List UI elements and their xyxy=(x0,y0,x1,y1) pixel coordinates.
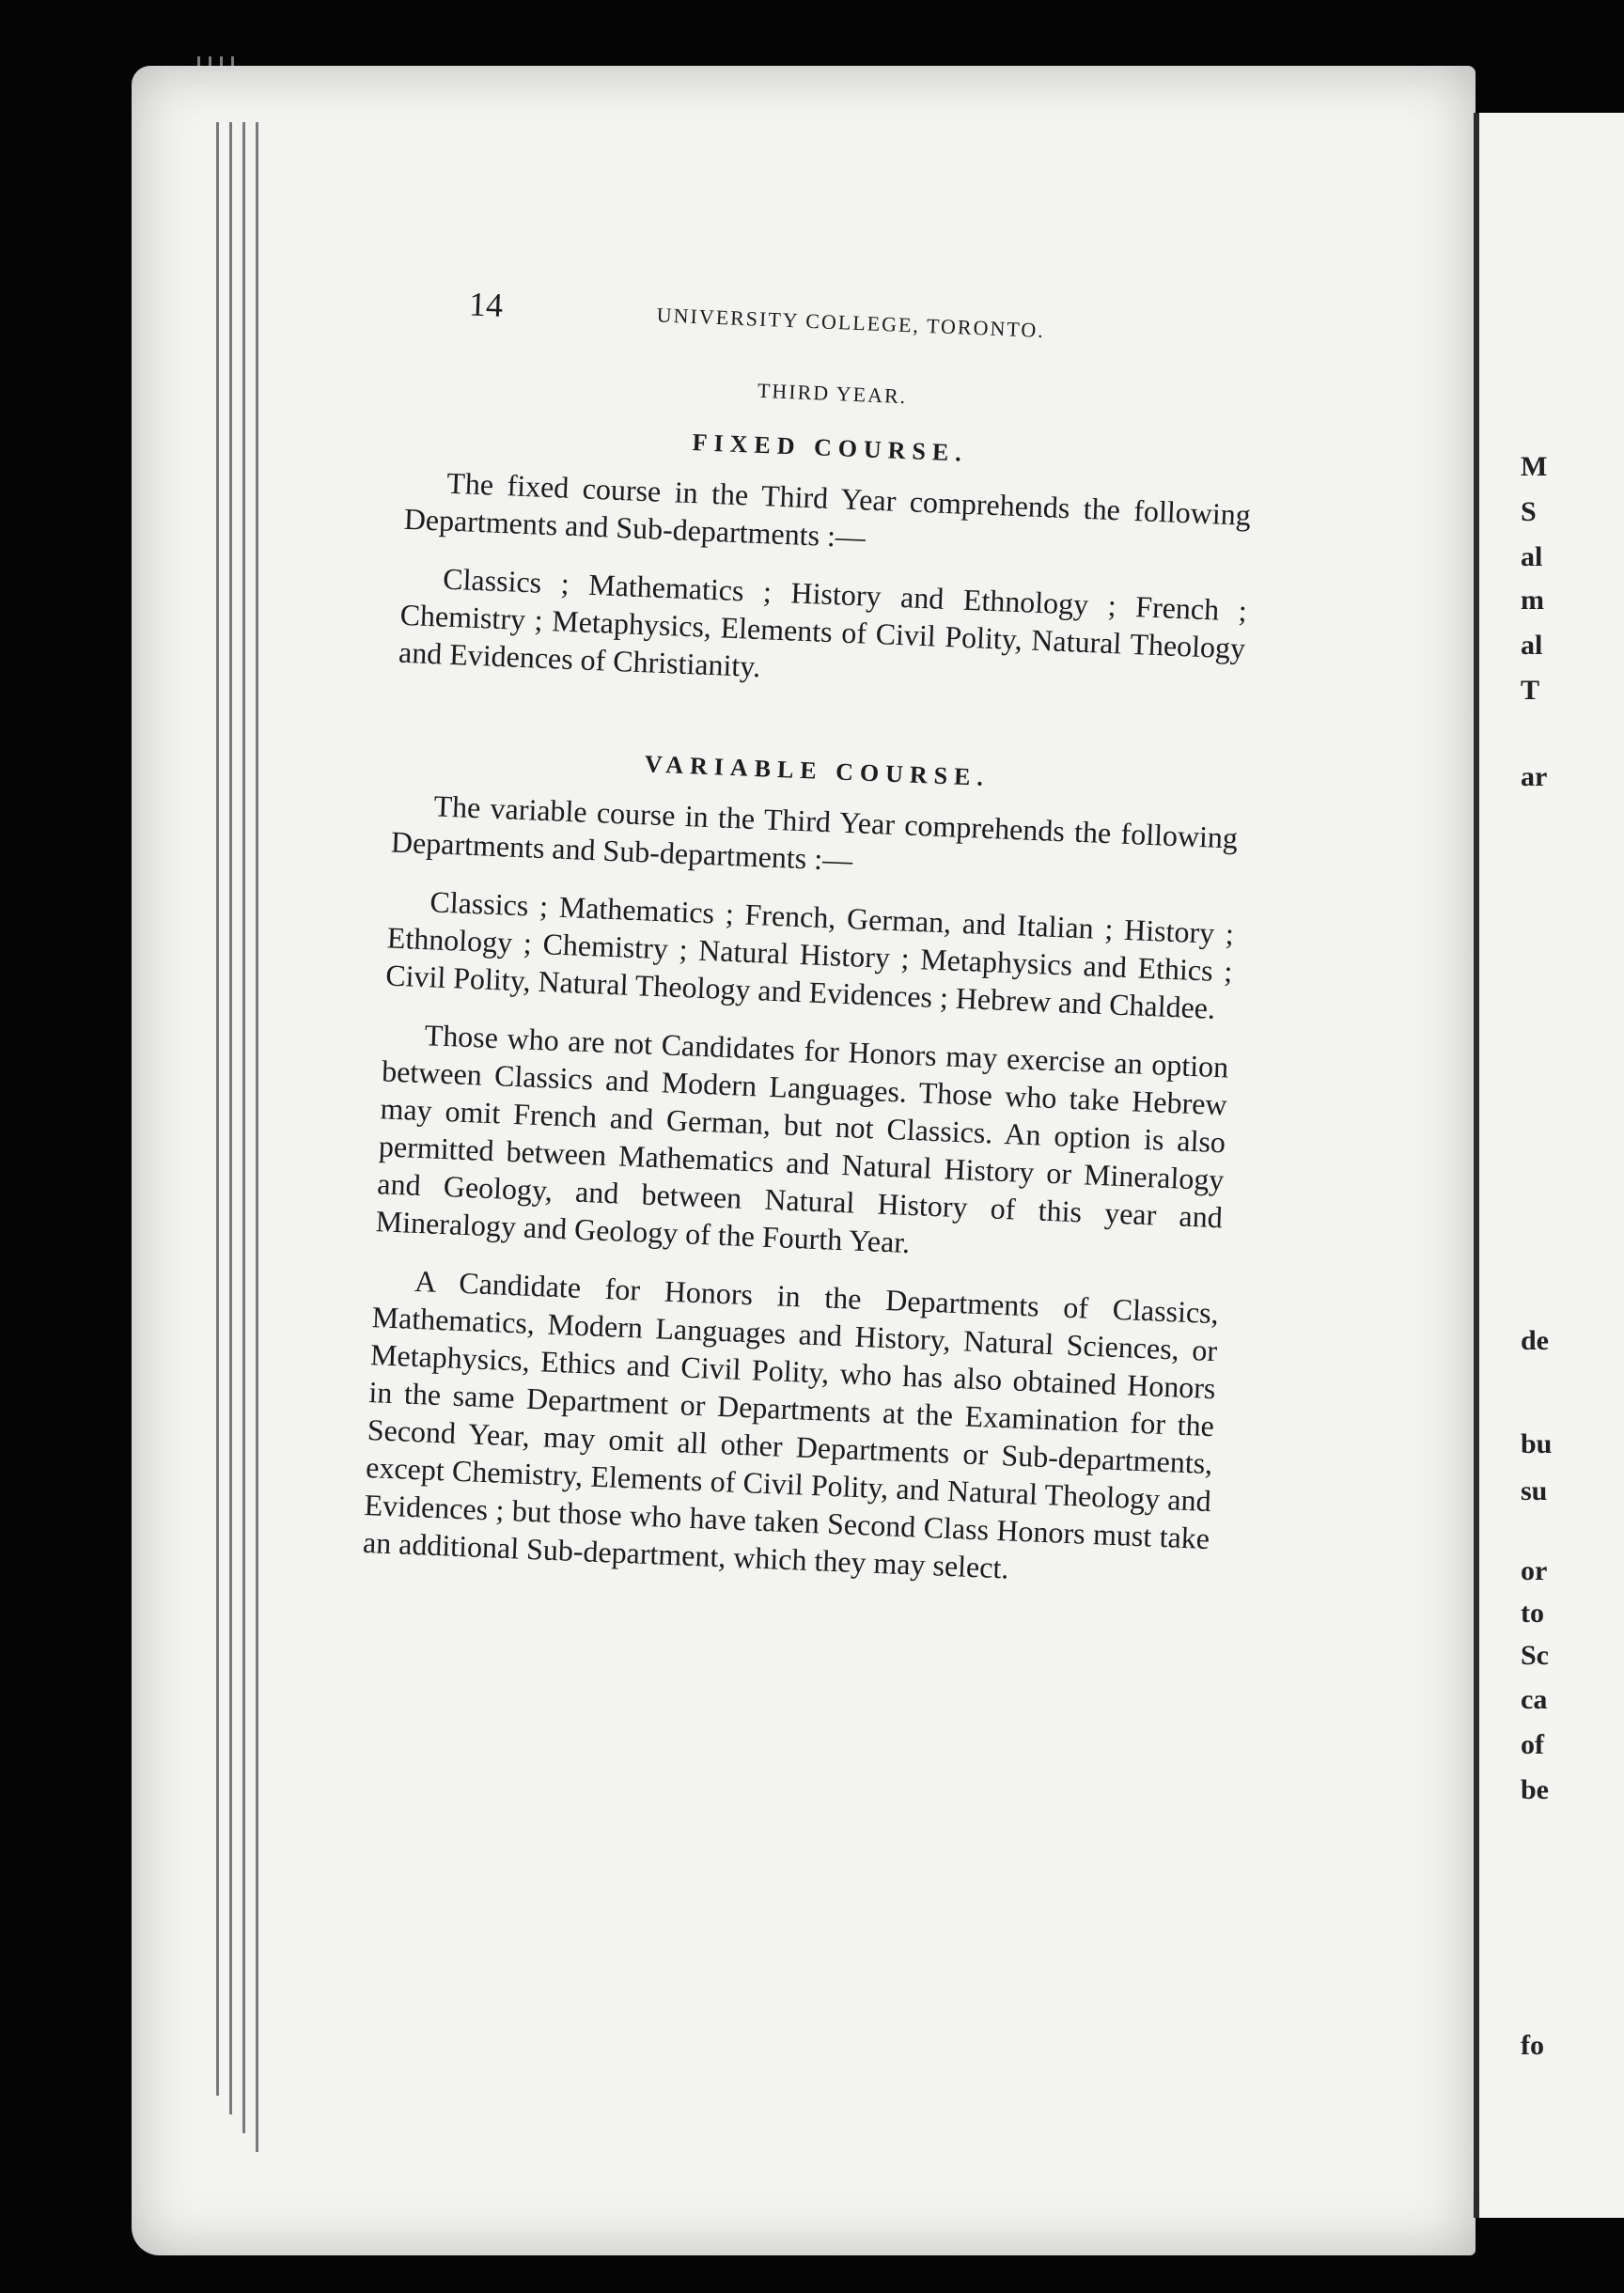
facing-fragment: su xyxy=(1521,1475,1548,1506)
fixed-course-heading: FIXED COURSE. xyxy=(692,429,969,467)
facing-fragment: fo xyxy=(1521,2030,1544,2061)
facing-fragment: S xyxy=(1521,496,1537,527)
facing-fragment: al xyxy=(1521,630,1543,661)
facing-fragment: ar xyxy=(1521,761,1548,792)
facing-fragment: be xyxy=(1521,1774,1549,1805)
facing-fragment: M xyxy=(1521,451,1548,482)
options-paragraph: Those who are not Candidates for Honors may exercise an option between Classics and Modern Languages. Those who take Hebrew may omit French and German, but not Classics. An option is also permitted between Mathematics and Natural History or Mineralogy and Geology, and between Natural History of this year and Mineralogy and Geology of the Fourth Year. xyxy=(375,1018,1229,1260)
facing-fragment: bu xyxy=(1521,1428,1553,1459)
running-head: UNIVERSITY COLLEGE, TORONTO. xyxy=(656,303,1046,342)
facing-fragment: Sc xyxy=(1521,1640,1549,1671)
facing-fragment: al xyxy=(1521,541,1543,572)
facing-fragment: de xyxy=(1521,1325,1549,1356)
fixed-course-subjects: Classics ; Mathematics ; History and Ethnology ; French ; Chemistry ; Metaphysics, Elements of Civil Polity, Natural Theology and Evidences of Christianity. xyxy=(398,561,1248,684)
facing-fragment: T xyxy=(1521,675,1540,706)
fixed-course-intro: The fixed course in the Third Year comprehends the following Departments and Sub-departments :— xyxy=(403,465,1252,554)
facing-fragment: ca xyxy=(1521,1684,1548,1715)
page-number: 14 xyxy=(468,285,504,324)
facing-fragment: m xyxy=(1521,585,1544,616)
variable-course-heading: VARIABLE COURSE. xyxy=(644,750,991,792)
facing-fragment: or xyxy=(1521,1555,1548,1586)
page-content xyxy=(362,282,1258,1595)
facing-fragment: to xyxy=(1521,1598,1544,1629)
year-heading: THIRD YEAR. xyxy=(757,378,908,409)
variable-course-subjects: Classics ; Mathematics ; French, German, and Italian ; History ; Ethnology ; Chemistry ; Natural History ; Metaphysics and Ethics ; Civil Polity, Natural Theology and Evidences ; Hebrew and Chaldee. xyxy=(384,884,1235,1025)
facing-page-edge xyxy=(1474,113,1624,2218)
facing-fragment: of xyxy=(1521,1729,1544,1760)
variable-course-intro: The variable course in the Third Year comprehends the following Departments and Sub-departments :— xyxy=(390,788,1239,878)
honors-paragraph: A Candidate for Honors in the Departments of Classics, Mathematics, Modern Languages and History, Natural Sciences, or Metaphysics, Ethics and Civil Polity, who has also obtained Honors in the same Department or Departments at the Examination for the Second Year, may omit all other Departments or Sub-departments, except Chemistry, Elements of Civil Polity, and Natural Theology and Evidences ; but those who have taken Second Class Honors must take an additional Sub-department, which they may select. xyxy=(362,1263,1220,1585)
